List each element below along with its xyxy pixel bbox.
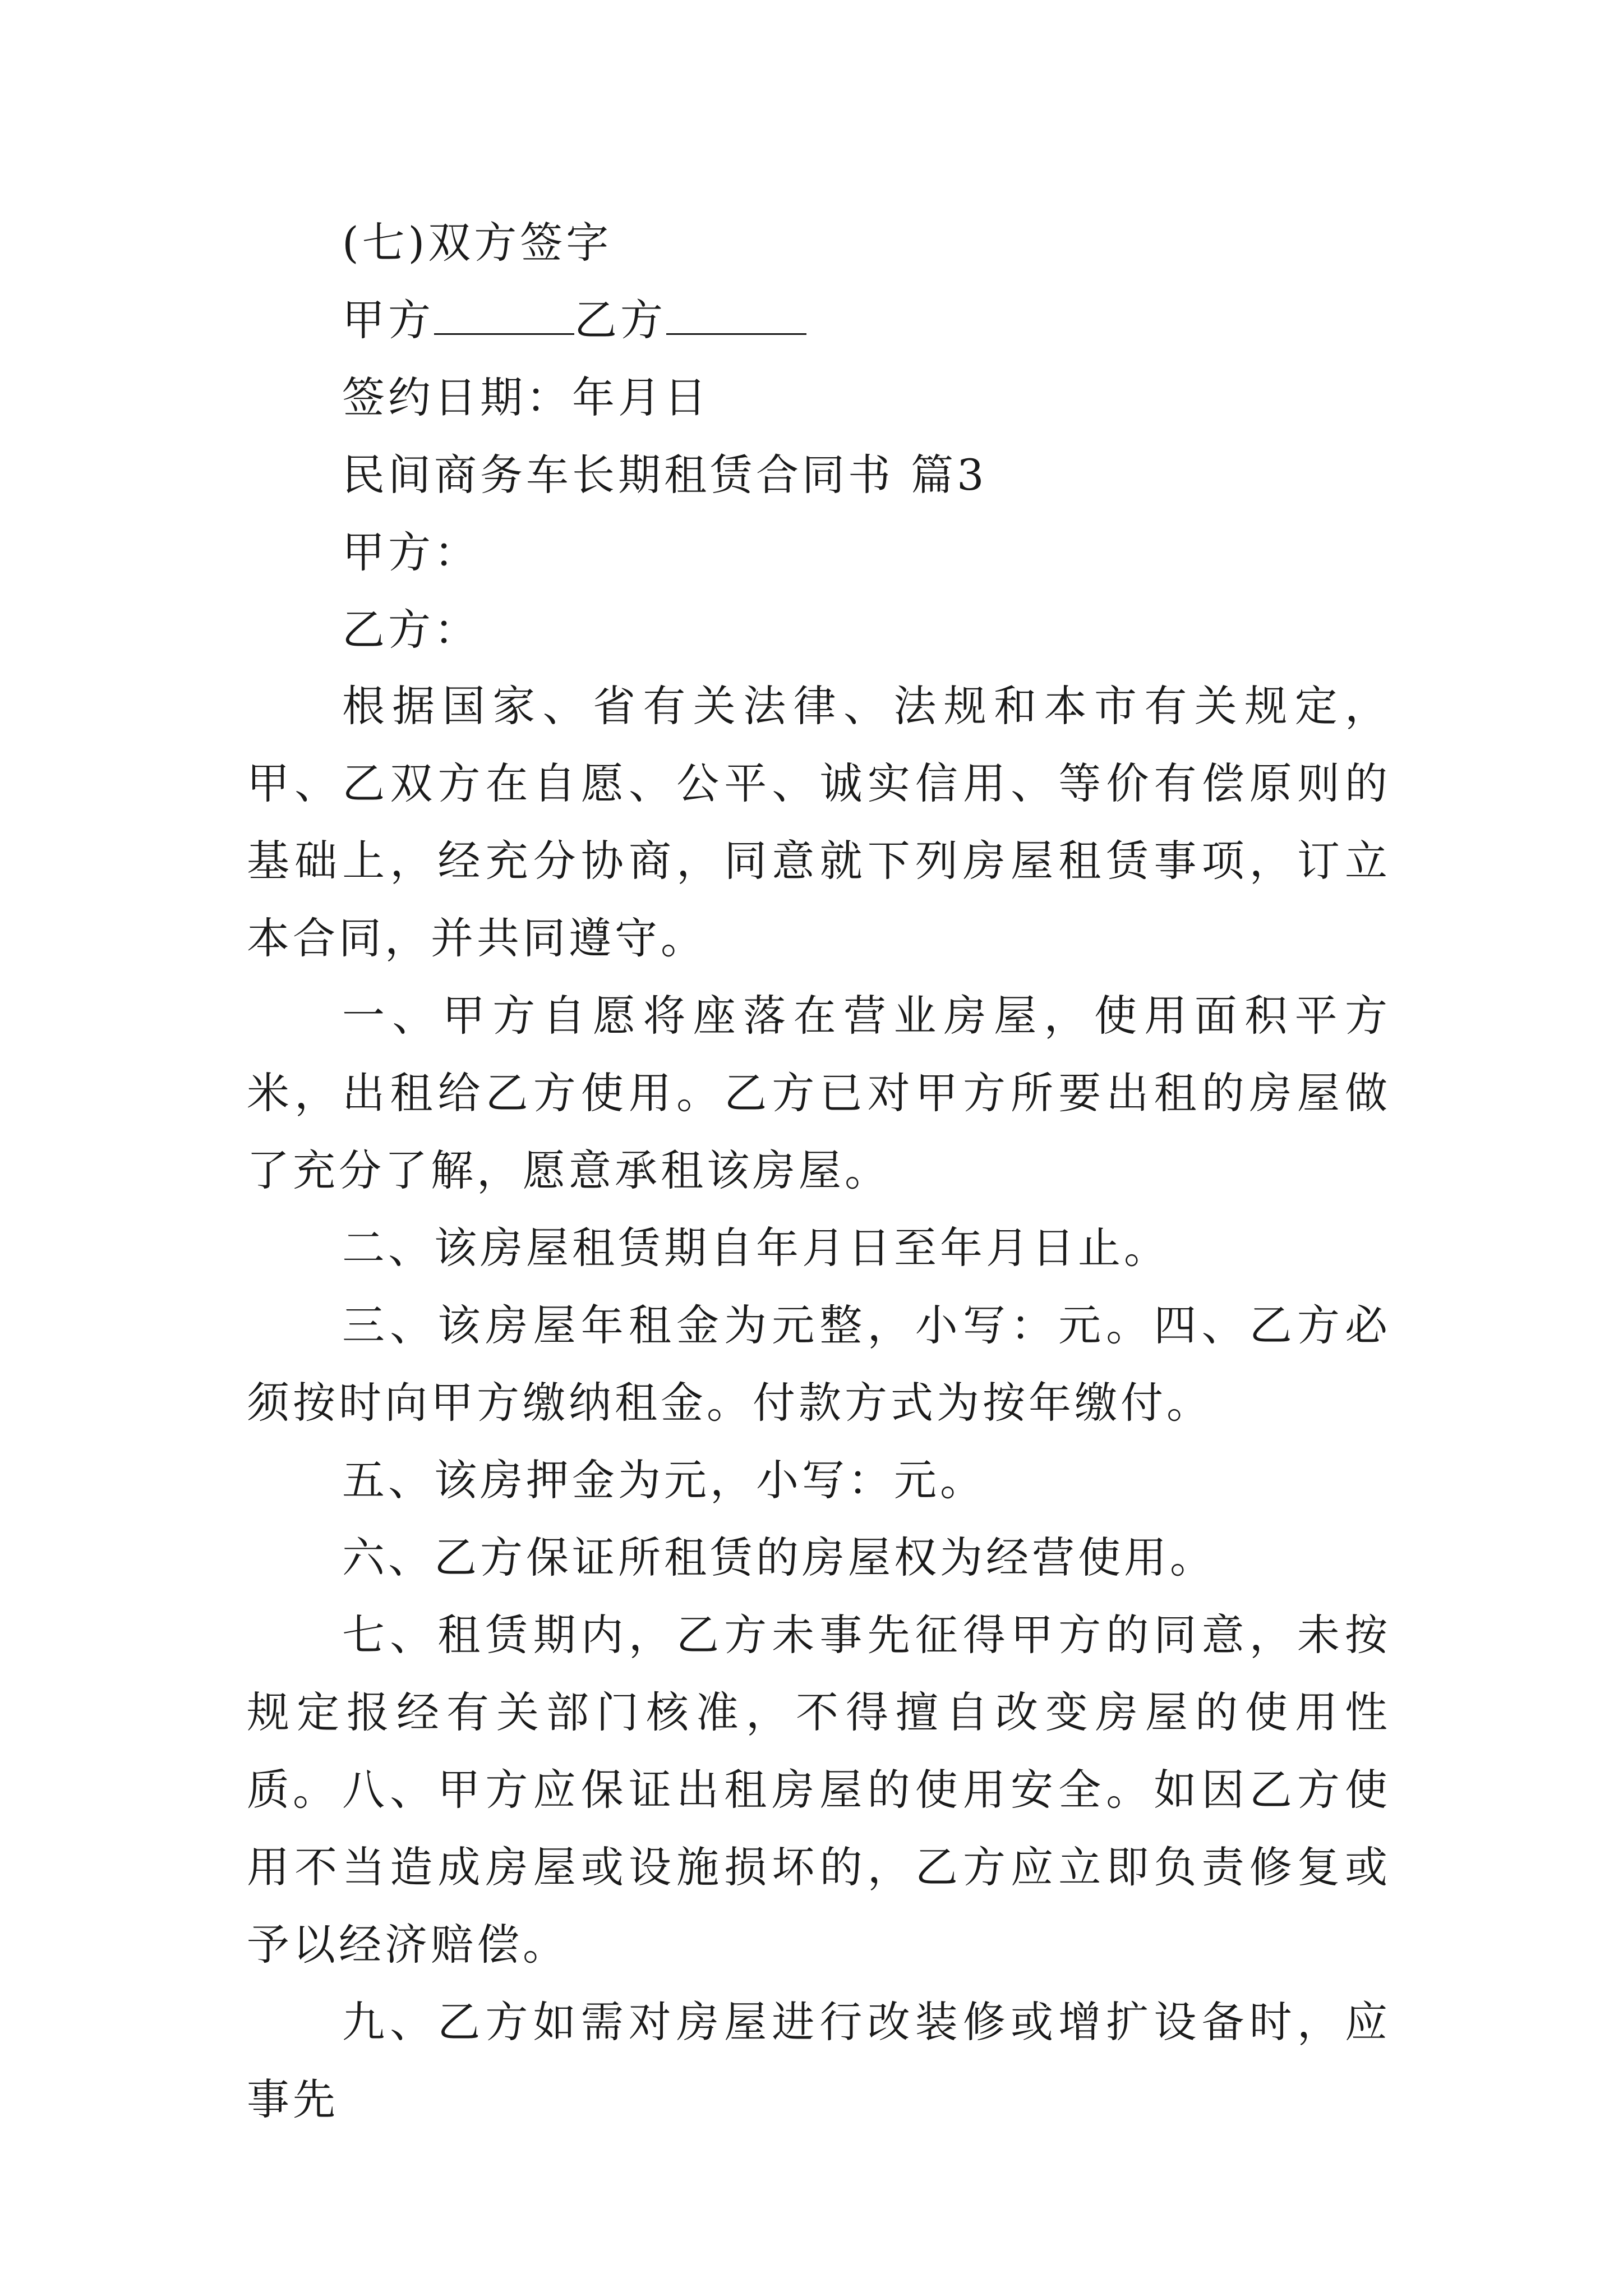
paragraph-clause-9: 九、乙方如需对房屋进行改装修或增扩设备时，应事先 xyxy=(247,1997,1391,2124)
paragraph-clause-1: 一、甲方自愿将座落在营业房屋，使用面积平方米，出租给乙方使用。乙方已对甲方所要出租的房屋做了充分了解，愿意承租该房屋。 xyxy=(247,991,1391,1195)
paragraph-clause-6: 六、乙方保证所租赁的房屋权为经营使用。 xyxy=(342,1533,1216,1582)
paragraph-clause-2: 二、该房屋租赁期自年月日至年月日止。 xyxy=(342,1223,1170,1273)
signature-line xyxy=(342,295,806,345)
party-b-label: 乙方 xyxy=(574,295,666,345)
party-a-line: 甲方： xyxy=(342,527,480,577)
party-b-line: 乙方： xyxy=(342,605,480,655)
paragraph-clause-3: 三、该房屋年租金为元整，小写：元。四、乙方必须按时向甲方缴纳租金。付款方式为按年缴付。 xyxy=(247,1300,1391,1428)
signing-date: 签约日期：年月日 xyxy=(342,372,710,422)
document-title: 民间商务车长期租赁合同书 篇3 xyxy=(342,450,988,500)
paragraph-clause-8: 八、甲方应保证出租房屋的使用安全。如因乙方使用不当造成房屋或设施损坏的，乙方应立即负责修复或予以经济赔偿。 xyxy=(247,1765,1391,1970)
section-heading-signature: (七)双方签字 xyxy=(342,218,612,268)
paragraph-preamble: 根据国家、省有关法律、法规和本市有关规定，甲、乙双方在自愿、公平、诚实信用、等价有偿原则的基础上，经充分协商，同意就下列房屋租赁事项，订立本合同，并共同遵守。 xyxy=(247,681,1391,963)
paragraph-clause-5: 五、该房押金为元，小写：元。 xyxy=(342,1455,986,1505)
paragraph-clause-7: 七、租赁期内，乙方未事先征得甲方的同意，未按规定报经有关部门核准，不得擅自改变房屋的使用性质。 xyxy=(247,1610,1391,1815)
party-a-blank xyxy=(434,300,574,335)
party-a-label: 甲方 xyxy=(342,295,434,345)
party-b-blank xyxy=(666,300,806,335)
